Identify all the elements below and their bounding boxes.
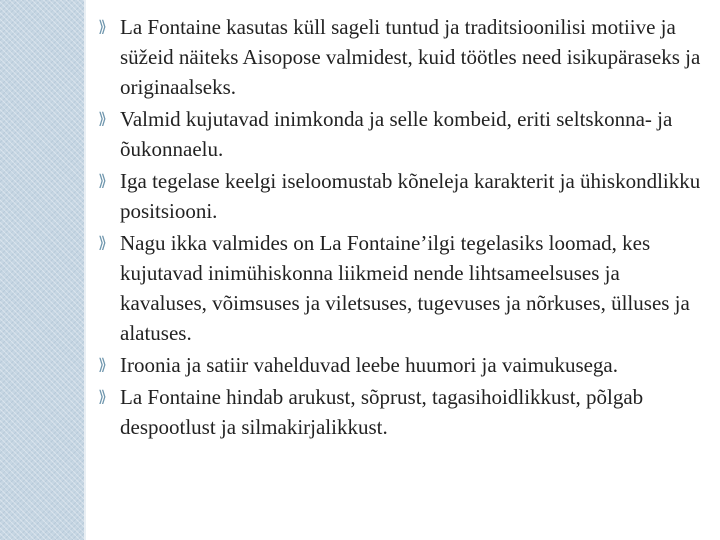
bullet-text: La Fontaine hindab arukust, sõprust, tagasihoidlikkust, põlgab despootlust ja silmakirjalikkust.	[120, 385, 644, 439]
bullet-text: Iga tegelase keelgi iseloomustab kõneleja karakterit ja ühiskondlikku positsiooni.	[120, 169, 701, 223]
bullet-item	[98, 166, 710, 226]
bullet-item	[98, 228, 710, 348]
bullet-chevron-icon: ⟫	[98, 387, 107, 406]
bullet-text: Valmid kujutavad inimkonda ja selle kombeid, eriti seltskonna- ja õukonnaelu.	[120, 107, 673, 161]
bullet-item	[98, 12, 710, 102]
bullet-text: La Fontaine kasutas küll sageli tuntud ja traditsioonilisi motiive ja süžeid näiteks Aisopose valmidest, kuid töötles need isikupäraseks ja originaalseks.	[120, 15, 701, 99]
bullet-chevron-icon: ⟫	[98, 355, 107, 374]
bullet-item	[98, 382, 710, 442]
bullet-text: Iroonia ja satiir vahelduvad leebe huumori ja vaimukusega.	[120, 353, 619, 377]
bullet-chevron-icon: ⟫	[98, 109, 107, 128]
bullet-chevron-icon: ⟫	[98, 233, 107, 252]
bullet-item	[98, 104, 710, 164]
bullet-list	[98, 12, 710, 444]
decorative-side-band	[0, 0, 84, 540]
bullet-chevron-icon: ⟫	[98, 171, 107, 190]
bullet-text: Nagu ikka valmides on La Fontaine’ilgi tegelasiks loomad, kes kujutavad inimühiskonna liikmeid nende lihtsameelsuses ja kavaluses, võimsuses ja viletsuses, tugevuses ja nõrkuses, ülluses ja alatuses.	[120, 231, 690, 345]
bullet-chevron-icon: ⟫	[98, 17, 107, 36]
slide-content	[86, 0, 720, 540]
bullet-item	[98, 350, 710, 380]
